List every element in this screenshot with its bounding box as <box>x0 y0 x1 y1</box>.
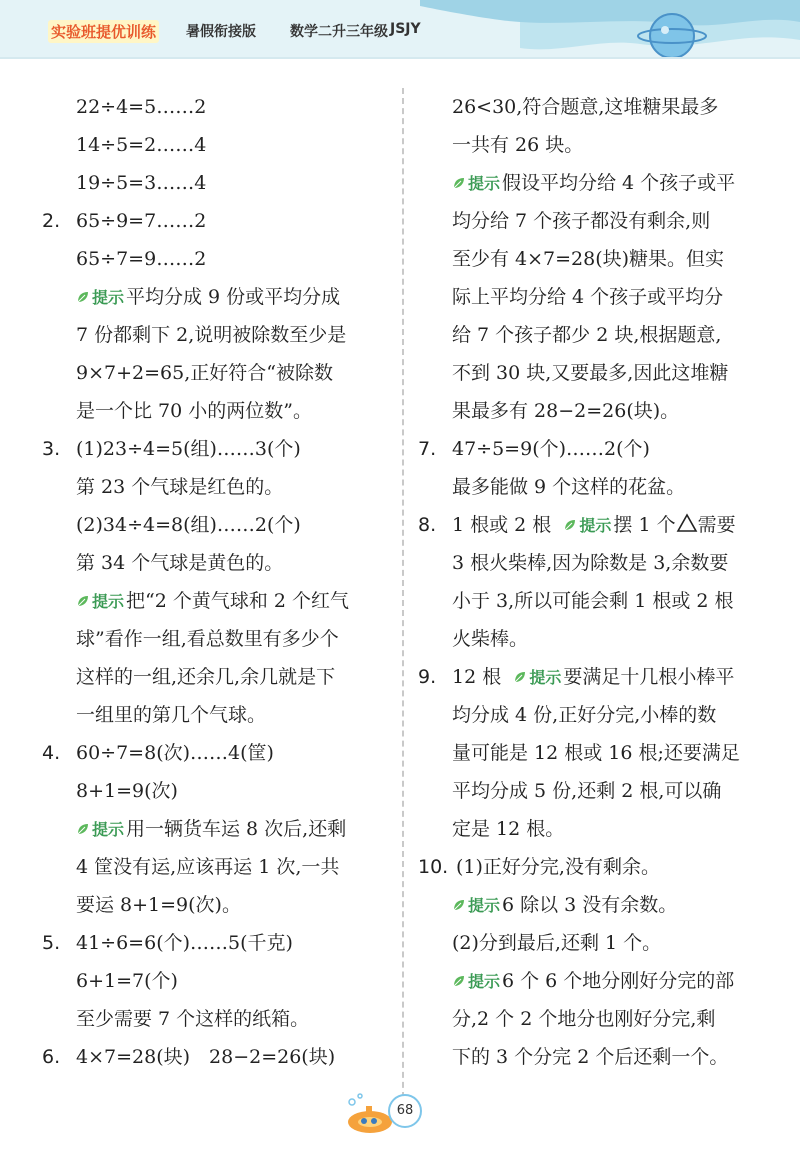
answer-line <box>42 924 382 962</box>
answer-line <box>418 582 758 620</box>
tip-label: 提示 <box>468 972 501 991</box>
answer-line <box>42 354 382 392</box>
answer-line <box>418 544 758 582</box>
answer-line <box>42 126 382 164</box>
answer-line <box>418 126 758 164</box>
tip-label: 提示 <box>529 668 562 687</box>
question-number: 5. <box>42 932 61 954</box>
answer-text: 22÷4=5……2 <box>76 96 207 118</box>
answer-line <box>418 772 758 810</box>
answer-text: 至少有 4×7=28(块)糖果。但实 <box>452 248 725 270</box>
answer-line <box>418 430 758 468</box>
answer-text: 平均分成 5 份,还剩 2 根,可以确 <box>452 780 722 802</box>
answer-text: 3 根火柴棒,因为除数是 3,余数要 <box>452 552 729 574</box>
answer-text: 60÷7=8(次)……4(筐) <box>76 742 274 764</box>
answer-text: 4×7=28(块) 28−2=26(块) <box>76 1046 336 1068</box>
answer-line <box>418 886 758 924</box>
answer-text: 41÷6=6(个)……5(千克) <box>76 932 293 954</box>
answer-line <box>42 658 382 696</box>
answer-text: 第 23 个气球是红色的。 <box>76 476 284 498</box>
answer-line <box>42 772 382 810</box>
answer-line <box>418 734 758 772</box>
answer-text: (2)34÷4=8(组)……2(个) <box>76 514 301 536</box>
answer-text: 1 根或 2 根 <box>452 514 552 536</box>
answer-text: 4 筐没有运,应该再运 1 次,一共 <box>76 856 340 878</box>
answer-text: 摆 1 个 <box>613 514 676 536</box>
answer-text: 定是 12 根。 <box>452 818 565 840</box>
leaf-icon <box>76 594 90 608</box>
answer-line <box>42 1000 382 1038</box>
answer-line <box>418 620 758 658</box>
answer-text: 分,2 个 2 个地分也刚好分完,剩 <box>452 1008 716 1030</box>
answer-text: 65÷9=7……2 <box>76 210 207 232</box>
answer-text: 9×7+2=65,正好符合“被除数 <box>76 362 333 384</box>
answer-line <box>418 1000 758 1038</box>
answer-line <box>418 848 758 886</box>
answer-text: 6 除以 3 没有余数。 <box>502 894 678 916</box>
answer-text: 6+1=7(个) <box>76 970 178 992</box>
answer-line <box>42 164 382 202</box>
answer-text: 65÷7=9……2 <box>76 248 207 270</box>
question-number: 7. <box>418 438 437 460</box>
left-column <box>42 88 382 1076</box>
answer-text: (1)23÷4=5(组)……3(个) <box>76 438 301 460</box>
tip-label: 提示 <box>92 592 125 611</box>
answer-text: 下的 3 个分完 2 个后还剩一个。 <box>452 1046 729 1068</box>
answer-line <box>42 506 382 544</box>
answer-text: 19÷5=3……4 <box>76 172 207 194</box>
answer-line <box>42 620 382 658</box>
question-number: 3. <box>42 438 61 460</box>
answer-line <box>418 658 758 696</box>
answer-line <box>418 278 758 316</box>
answer-text: (2)分到最后,还剩 1 个。 <box>452 932 662 954</box>
answer-text: 至少需要 7 个这样的纸箱。 <box>76 1008 310 1030</box>
answer-text: 最多能做 9 个这样的花盆。 <box>452 476 686 498</box>
answer-line <box>418 240 758 278</box>
publisher-code: JSJY <box>390 21 421 37</box>
answer-line <box>418 468 758 506</box>
answer-line <box>42 202 382 240</box>
question-number: 9. <box>418 666 437 688</box>
answer-text: 量可能是 12 根或 16 根;还要满足 <box>452 742 740 764</box>
answer-text: 6 个 6 个地分刚好分完的部 <box>502 970 735 992</box>
answer-text: 这样的一组,还余几,余几就是下 <box>76 666 336 688</box>
column-divider <box>402 88 404 1108</box>
leaf-icon <box>452 898 466 912</box>
tip-label: 提示 <box>92 820 125 839</box>
answer-text: 假设平均分给 4 个孩子或平 <box>502 172 736 194</box>
tip-label: 提示 <box>468 174 501 193</box>
grade-label: 数学二升三年级 <box>290 24 388 40</box>
tip-label: 提示 <box>579 516 612 535</box>
answer-line <box>418 88 758 126</box>
answer-text: 是一个比 70 小的两位数”。 <box>76 400 312 422</box>
answer-text: 火柴棒。 <box>452 628 529 650</box>
answer-text: 一共有 26 块。 <box>452 134 584 156</box>
question-number: 8. <box>418 514 437 536</box>
answer-line <box>42 278 382 316</box>
answer-text: 14÷5=2……4 <box>76 134 207 156</box>
right-column <box>418 88 758 1076</box>
answer-text: 把“2 个黄气球和 2 个红气 <box>126 590 350 612</box>
question-number: 10. <box>418 856 449 878</box>
tip-label: 提示 <box>468 896 501 915</box>
answer-line <box>42 886 382 924</box>
answer-line <box>418 392 758 430</box>
answer-text: 47÷5=9(个)……2(个) <box>452 438 650 460</box>
answer-text: 26<30,符合题意,这堆糖果最多 <box>452 96 719 118</box>
answer-text: 用一辆货车运 8 次后,还剩 <box>126 818 347 840</box>
answer-line <box>42 468 382 506</box>
answer-text: 平均分成 9 份或平均分成 <box>126 286 341 308</box>
answer-text: 第 34 个气球是黄色的。 <box>76 552 284 574</box>
answer-line <box>42 316 382 354</box>
answer-text: 要运 8+1=9(次)。 <box>76 894 241 916</box>
answer-line <box>42 240 382 278</box>
leaf-icon <box>452 176 466 190</box>
answer-line <box>42 1038 382 1076</box>
answer-text: 球”看作一组,看总数里有多少个 <box>76 628 339 650</box>
answer-line <box>42 734 382 772</box>
answer-text: 要满足十几根小棒平 <box>563 666 735 688</box>
answer-text: 不到 30 块,又要最多,因此这堆糖 <box>452 362 729 384</box>
answer-line <box>42 848 382 886</box>
answer-text: 给 7 个孩子都少 2 块,根据题意, <box>452 324 722 346</box>
question-number: 2. <box>42 210 61 232</box>
leaf-icon <box>563 518 577 532</box>
answer-text: 均分成 4 份,正好分完,小棒的数 <box>452 704 717 726</box>
answer-line <box>42 696 382 734</box>
answer-line <box>418 1038 758 1076</box>
answer-line <box>418 164 758 202</box>
answer-line <box>42 88 382 126</box>
answer-line <box>42 392 382 430</box>
question-number: 4. <box>42 742 61 764</box>
answer-line <box>418 316 758 354</box>
tip-label: 提示 <box>92 288 125 307</box>
leaf-icon <box>513 670 527 684</box>
answer-line <box>418 202 758 240</box>
answer-line <box>42 810 382 848</box>
answer-line <box>42 582 382 620</box>
answer-text: 一组里的第几个气球。 <box>76 704 267 726</box>
edition-label: 暑假衔接版 <box>186 24 256 40</box>
page-number: 68 <box>388 1094 422 1128</box>
question-number: 6. <box>42 1046 61 1068</box>
answer-text: (1)正好分完,没有剩余。 <box>456 856 660 878</box>
answer-text: 小于 3,所以可能会剩 1 根或 2 根 <box>452 590 734 612</box>
answer-text: 果最多有 28−2=26(块)。 <box>452 400 680 422</box>
answer-line <box>42 544 382 582</box>
leaf-icon <box>76 290 90 304</box>
answer-text: 7 份都剩下 2,说明被除数至少是 <box>76 324 347 346</box>
answer-line <box>42 430 382 468</box>
answer-line <box>418 924 758 962</box>
answer-line <box>418 506 758 544</box>
answer-text: 需要 <box>697 514 736 536</box>
page-header <box>0 0 800 64</box>
answer-line <box>418 810 758 848</box>
triangle-icon <box>676 513 698 533</box>
answer-line <box>42 962 382 1000</box>
series-brand: 实验班提优训练 <box>48 20 159 43</box>
answer-text: 8+1=9(次) <box>76 780 178 802</box>
leaf-icon <box>452 974 466 988</box>
answer-text: 际上平均分给 4 个孩子或平均分 <box>452 286 724 308</box>
leaf-icon <box>76 822 90 836</box>
answer-text: 12 根 <box>452 666 502 688</box>
answer-line <box>418 696 758 734</box>
answer-line <box>418 962 758 1000</box>
answer-line <box>418 354 758 392</box>
answer-text: 均分给 7 个孩子都没有剩余,则 <box>452 210 711 232</box>
